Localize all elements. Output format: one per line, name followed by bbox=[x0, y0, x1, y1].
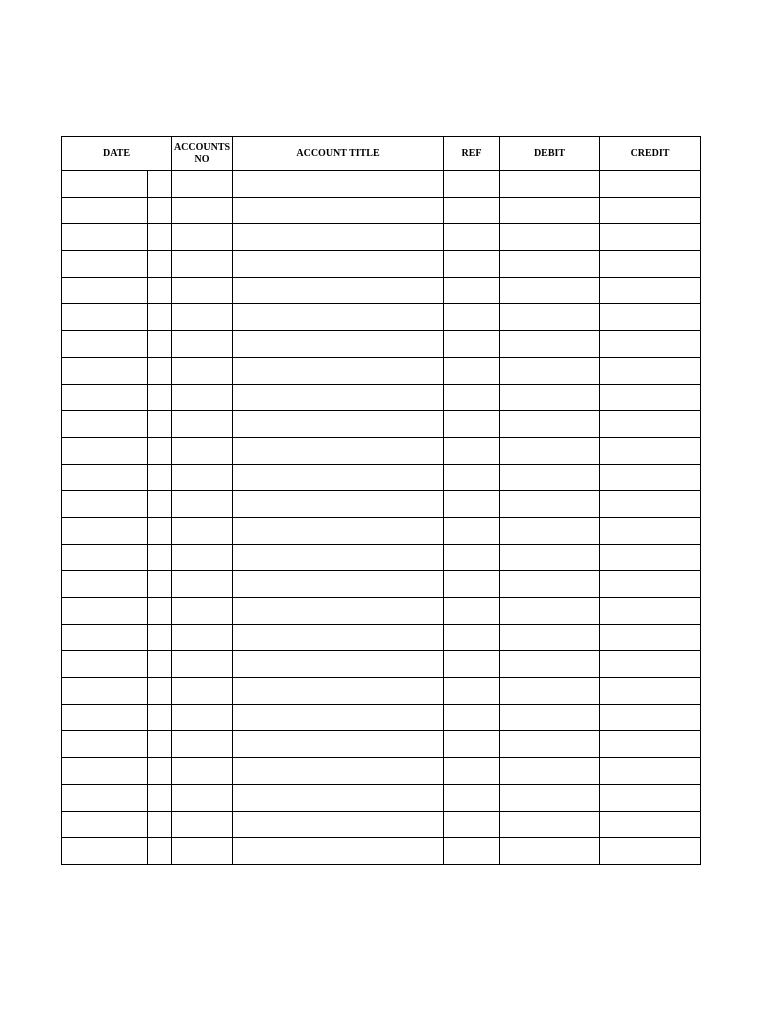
accounts-no-cell[interactable] bbox=[172, 171, 233, 198]
account-title-cell[interactable] bbox=[233, 304, 444, 331]
date-month-cell[interactable] bbox=[62, 731, 148, 758]
date-month-cell[interactable] bbox=[62, 571, 148, 598]
debit-cell[interactable] bbox=[500, 731, 600, 758]
debit-cell[interactable] bbox=[500, 197, 600, 224]
date-month-cell[interactable] bbox=[62, 251, 148, 278]
debit-cell[interactable] bbox=[500, 224, 600, 251]
date-day-cell[interactable] bbox=[148, 197, 172, 224]
table-row bbox=[62, 224, 701, 251]
ref-cell[interactable] bbox=[444, 437, 500, 464]
date-month-cell[interactable] bbox=[62, 517, 148, 544]
table-row bbox=[62, 277, 701, 304]
ref-cell[interactable] bbox=[444, 731, 500, 758]
journal-table bbox=[61, 136, 701, 865]
credit-cell[interactable] bbox=[600, 517, 701, 544]
table-row bbox=[62, 624, 701, 651]
date-day-cell[interactable] bbox=[148, 811, 172, 838]
debit-cell[interactable] bbox=[500, 277, 600, 304]
table-row bbox=[62, 838, 701, 865]
account-title-cell[interactable] bbox=[233, 331, 444, 358]
date-month-cell[interactable] bbox=[62, 704, 148, 731]
ref-cell[interactable] bbox=[444, 411, 500, 438]
debit-cell[interactable] bbox=[500, 758, 600, 785]
debit-cell[interactable] bbox=[500, 838, 600, 865]
table-row bbox=[62, 598, 701, 625]
table-row bbox=[62, 678, 701, 705]
date-day-cell[interactable] bbox=[148, 357, 172, 384]
credit-cell[interactable] bbox=[600, 731, 701, 758]
credit-cell[interactable] bbox=[600, 704, 701, 731]
date-header: DATE bbox=[62, 137, 172, 171]
credit-cell[interactable] bbox=[600, 277, 701, 304]
table-row bbox=[62, 331, 701, 358]
credit-cell[interactable] bbox=[600, 331, 701, 358]
debit-cell[interactable] bbox=[500, 251, 600, 278]
debit-cell[interactable] bbox=[500, 624, 600, 651]
accounts-no-cell[interactable] bbox=[172, 384, 233, 411]
date-month-cell[interactable] bbox=[62, 197, 148, 224]
credit-cell[interactable] bbox=[600, 464, 701, 491]
credit-cell[interactable] bbox=[600, 197, 701, 224]
accounts-no-cell[interactable] bbox=[172, 437, 233, 464]
date-month-cell[interactable] bbox=[62, 624, 148, 651]
credit-cell[interactable] bbox=[600, 171, 701, 198]
debit-cell[interactable] bbox=[500, 437, 600, 464]
table-row bbox=[62, 384, 701, 411]
table-row bbox=[62, 491, 701, 518]
date-month-cell[interactable] bbox=[62, 277, 148, 304]
debit-cell[interactable] bbox=[500, 544, 600, 571]
journal-header bbox=[62, 137, 701, 171]
account-title-cell[interactable] bbox=[233, 598, 444, 625]
ref-cell[interactable] bbox=[444, 304, 500, 331]
credit-cell[interactable] bbox=[600, 571, 701, 598]
accounts-no-cell[interactable] bbox=[172, 758, 233, 785]
date-month-cell[interactable] bbox=[62, 357, 148, 384]
debit-cell[interactable] bbox=[500, 491, 600, 518]
ref-cell[interactable] bbox=[444, 838, 500, 865]
debit-cell[interactable] bbox=[500, 464, 600, 491]
credit-cell[interactable] bbox=[600, 384, 701, 411]
debit-cell[interactable] bbox=[500, 678, 600, 705]
ref-cell[interactable] bbox=[444, 517, 500, 544]
accounts-no-cell[interactable] bbox=[172, 784, 233, 811]
credit-cell[interactable] bbox=[600, 598, 701, 625]
accounts-no-cell[interactable] bbox=[172, 838, 233, 865]
table-row bbox=[62, 811, 701, 838]
debit-cell[interactable] bbox=[500, 171, 600, 198]
credit-cell[interactable] bbox=[600, 651, 701, 678]
credit-cell[interactable] bbox=[600, 678, 701, 705]
table-row bbox=[62, 571, 701, 598]
ref-cell[interactable] bbox=[444, 784, 500, 811]
ref-cell[interactable] bbox=[444, 571, 500, 598]
table-row bbox=[62, 357, 701, 384]
account-title-cell[interactable] bbox=[233, 384, 444, 411]
ref-cell[interactable] bbox=[444, 624, 500, 651]
account-title-cell[interactable] bbox=[233, 197, 444, 224]
ref-cell[interactable] bbox=[444, 811, 500, 838]
account-title-cell[interactable] bbox=[233, 758, 444, 785]
account-title-cell[interactable] bbox=[233, 784, 444, 811]
credit-cell[interactable] bbox=[600, 411, 701, 438]
debit-cell[interactable] bbox=[500, 304, 600, 331]
accounts-no-cell[interactable] bbox=[172, 678, 233, 705]
accounts-no-cell[interactable] bbox=[172, 464, 233, 491]
debit-cell[interactable] bbox=[500, 331, 600, 358]
table-row bbox=[62, 251, 701, 278]
date-day-cell[interactable] bbox=[148, 704, 172, 731]
ref-cell[interactable] bbox=[444, 491, 500, 518]
header-row bbox=[62, 137, 701, 171]
table-row bbox=[62, 731, 701, 758]
date-month-cell[interactable] bbox=[62, 544, 148, 571]
ref-cell[interactable] bbox=[444, 598, 500, 625]
accounts-no-cell[interactable] bbox=[172, 491, 233, 518]
credit-cell[interactable] bbox=[600, 437, 701, 464]
accounts-no-cell[interactable] bbox=[172, 811, 233, 838]
date-month-cell[interactable] bbox=[62, 304, 148, 331]
account-title-cell[interactable] bbox=[233, 517, 444, 544]
ref-cell[interactable] bbox=[444, 331, 500, 358]
ref-cell[interactable] bbox=[444, 704, 500, 731]
accounts-no-cell[interactable] bbox=[172, 624, 233, 651]
date-month-cell[interactable] bbox=[62, 811, 148, 838]
date-day-cell[interactable] bbox=[148, 784, 172, 811]
credit-cell[interactable] bbox=[600, 758, 701, 785]
accounts-no-header bbox=[172, 137, 233, 171]
date-day-cell[interactable] bbox=[148, 171, 172, 198]
date-day-cell[interactable] bbox=[148, 598, 172, 625]
date-month-cell[interactable] bbox=[62, 331, 148, 358]
table-row bbox=[62, 171, 701, 198]
debit-cell[interactable] bbox=[500, 598, 600, 625]
accounts-no-cell[interactable] bbox=[172, 571, 233, 598]
date-day-cell[interactable] bbox=[148, 277, 172, 304]
date-month-cell[interactable] bbox=[62, 651, 148, 678]
accounts-no-cell[interactable] bbox=[172, 197, 233, 224]
debit-cell[interactable] bbox=[500, 784, 600, 811]
account-title-cell[interactable] bbox=[233, 571, 444, 598]
credit-cell[interactable] bbox=[600, 784, 701, 811]
credit-cell[interactable] bbox=[600, 624, 701, 651]
date-day-cell[interactable] bbox=[148, 517, 172, 544]
ref-cell[interactable] bbox=[444, 251, 500, 278]
date-day-cell[interactable] bbox=[148, 544, 172, 571]
date-day-cell[interactable] bbox=[148, 491, 172, 518]
accounts-no-cell[interactable] bbox=[172, 331, 233, 358]
date-day-cell[interactable] bbox=[148, 571, 172, 598]
ref-cell[interactable] bbox=[444, 384, 500, 411]
account-title-cell[interactable] bbox=[233, 437, 444, 464]
accounts-no-cell[interactable] bbox=[172, 304, 233, 331]
date-day-cell[interactable] bbox=[148, 384, 172, 411]
account-title-header: ACCOUNT TITLE bbox=[233, 137, 444, 171]
date-month-cell[interactable] bbox=[62, 464, 148, 491]
date-day-cell[interactable] bbox=[148, 651, 172, 678]
account-title-cell[interactable] bbox=[233, 251, 444, 278]
accounts-no-cell[interactable] bbox=[172, 544, 233, 571]
date-month-cell[interactable] bbox=[62, 784, 148, 811]
ref-cell[interactable] bbox=[444, 544, 500, 571]
table-row bbox=[62, 464, 701, 491]
credit-cell[interactable] bbox=[600, 304, 701, 331]
table-row bbox=[62, 304, 701, 331]
credit-cell[interactable] bbox=[600, 544, 701, 571]
date-month-cell[interactable] bbox=[62, 224, 148, 251]
accounts-no-cell[interactable] bbox=[172, 251, 233, 278]
accounts-no-cell[interactable] bbox=[172, 357, 233, 384]
debit-cell[interactable] bbox=[500, 651, 600, 678]
date-month-cell[interactable] bbox=[62, 598, 148, 625]
ref-cell[interactable] bbox=[444, 758, 500, 785]
debit-cell[interactable] bbox=[500, 517, 600, 544]
account-title-cell[interactable] bbox=[233, 171, 444, 198]
date-month-cell[interactable] bbox=[62, 838, 148, 865]
credit-cell[interactable] bbox=[600, 811, 701, 838]
account-title-cell[interactable] bbox=[233, 277, 444, 304]
date-month-cell[interactable] bbox=[62, 384, 148, 411]
date-day-cell[interactable] bbox=[148, 251, 172, 278]
accounts-no-header-line1: ACCOUNTS bbox=[173, 141, 231, 153]
account-title-cell[interactable] bbox=[233, 491, 444, 518]
debit-cell[interactable] bbox=[500, 811, 600, 838]
date-day-cell[interactable] bbox=[148, 678, 172, 705]
account-title-cell[interactable] bbox=[233, 838, 444, 865]
date-month-cell[interactable] bbox=[62, 491, 148, 518]
account-title-cell[interactable] bbox=[233, 224, 444, 251]
date-month-cell[interactable] bbox=[62, 678, 148, 705]
account-title-cell[interactable] bbox=[233, 411, 444, 438]
credit-cell[interactable] bbox=[600, 251, 701, 278]
accounts-no-cell[interactable] bbox=[172, 517, 233, 544]
date-day-cell[interactable] bbox=[148, 331, 172, 358]
account-title-cell[interactable] bbox=[233, 357, 444, 384]
date-month-cell[interactable] bbox=[62, 411, 148, 438]
account-title-cell[interactable] bbox=[233, 651, 444, 678]
journal-body bbox=[62, 171, 701, 865]
ref-cell[interactable] bbox=[444, 678, 500, 705]
table-row bbox=[62, 437, 701, 464]
credit-header: CREDIT bbox=[600, 137, 701, 171]
account-title-cell[interactable] bbox=[233, 544, 444, 571]
accounts-no-header-line2: NO bbox=[194, 153, 210, 165]
table-row bbox=[62, 197, 701, 224]
date-day-cell[interactable] bbox=[148, 437, 172, 464]
date-day-cell[interactable] bbox=[148, 758, 172, 785]
account-title-cell[interactable] bbox=[233, 678, 444, 705]
date-day-cell[interactable] bbox=[148, 411, 172, 438]
date-day-cell[interactable] bbox=[148, 304, 172, 331]
accounts-no-cell[interactable] bbox=[172, 731, 233, 758]
debit-cell[interactable] bbox=[500, 704, 600, 731]
table-row bbox=[62, 544, 701, 571]
debit-cell[interactable] bbox=[500, 411, 600, 438]
accounts-no-cell[interactable] bbox=[172, 598, 233, 625]
debit-cell[interactable] bbox=[500, 571, 600, 598]
credit-cell[interactable] bbox=[600, 491, 701, 518]
date-month-cell[interactable] bbox=[62, 171, 148, 198]
debit-header: DEBIT bbox=[500, 137, 600, 171]
credit-cell[interactable] bbox=[600, 838, 701, 865]
date-month-cell[interactable] bbox=[62, 758, 148, 785]
accounts-no-cell[interactable] bbox=[172, 704, 233, 731]
table-row bbox=[62, 784, 701, 811]
table-row bbox=[62, 651, 701, 678]
ref-cell[interactable] bbox=[444, 277, 500, 304]
date-day-cell[interactable] bbox=[148, 624, 172, 651]
credit-cell[interactable] bbox=[600, 224, 701, 251]
date-day-cell[interactable] bbox=[148, 731, 172, 758]
date-day-cell[interactable] bbox=[148, 838, 172, 865]
table-row bbox=[62, 704, 701, 731]
accounts-no-cell[interactable] bbox=[172, 411, 233, 438]
debit-cell[interactable] bbox=[500, 357, 600, 384]
accounts-no-cell[interactable] bbox=[172, 224, 233, 251]
account-title-cell[interactable] bbox=[233, 704, 444, 731]
table-row bbox=[62, 758, 701, 785]
account-title-cell[interactable] bbox=[233, 811, 444, 838]
ref-cell[interactable] bbox=[444, 651, 500, 678]
account-title-cell[interactable] bbox=[233, 464, 444, 491]
debit-cell[interactable] bbox=[500, 384, 600, 411]
date-day-cell[interactable] bbox=[148, 224, 172, 251]
accounts-no-cell[interactable] bbox=[172, 651, 233, 678]
credit-cell[interactable] bbox=[600, 357, 701, 384]
table-row bbox=[62, 411, 701, 438]
account-title-cell[interactable] bbox=[233, 624, 444, 651]
ref-cell[interactable] bbox=[444, 357, 500, 384]
date-day-cell[interactable] bbox=[148, 464, 172, 491]
account-title-cell[interactable] bbox=[233, 731, 444, 758]
ref-cell[interactable] bbox=[444, 224, 500, 251]
date-month-cell[interactable] bbox=[62, 437, 148, 464]
table-row bbox=[62, 517, 701, 544]
ref-cell[interactable] bbox=[444, 197, 500, 224]
ref-cell[interactable] bbox=[444, 171, 500, 198]
ref-cell[interactable] bbox=[444, 464, 500, 491]
accounts-no-cell[interactable] bbox=[172, 277, 233, 304]
ref-header: REF bbox=[444, 137, 500, 171]
